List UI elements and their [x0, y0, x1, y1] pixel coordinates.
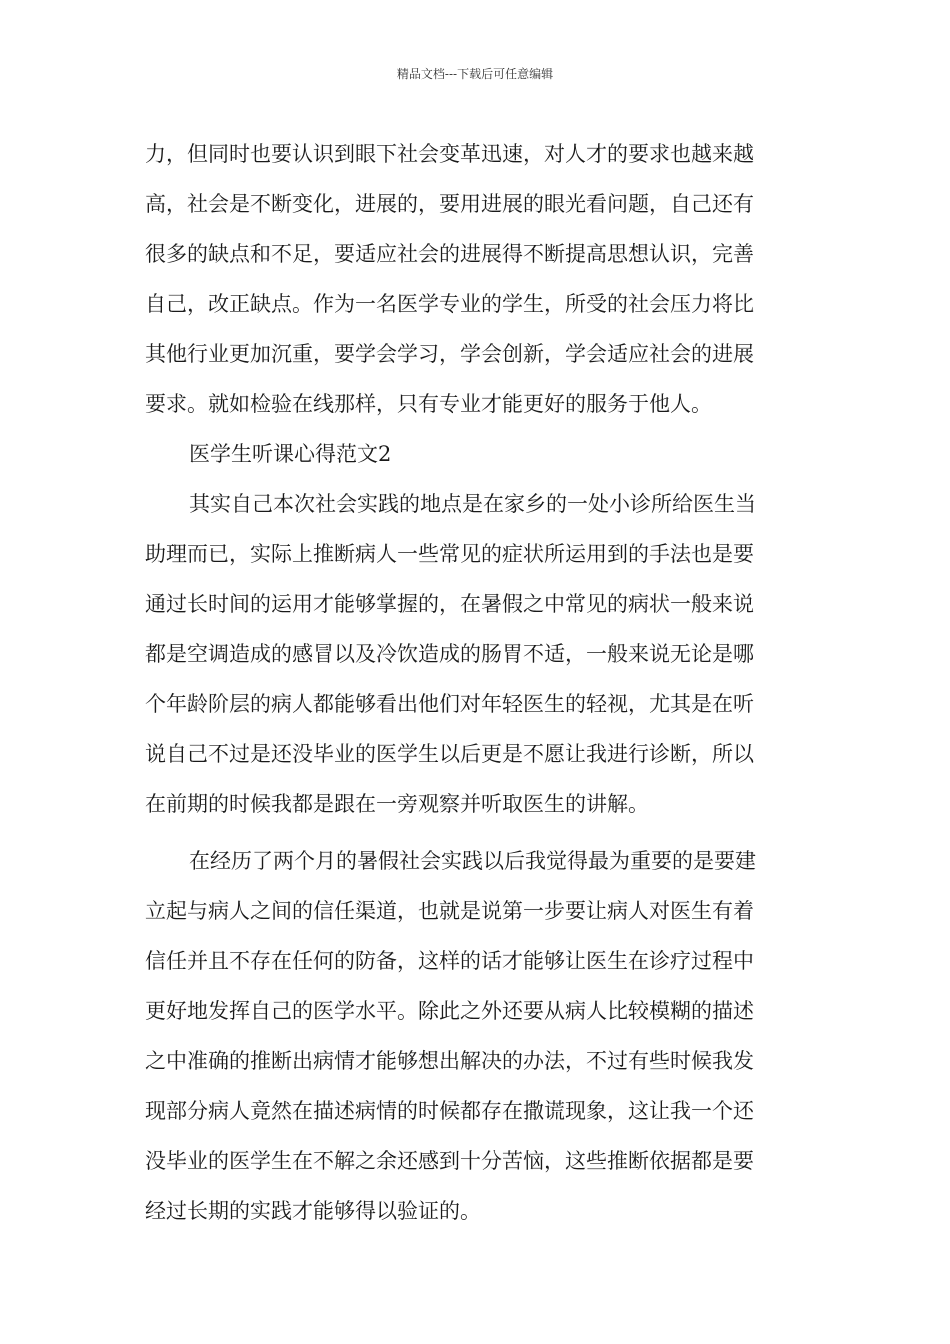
- text-line: 立起与病人之间的信任渠道，也就是说第一步要让病人对医生有着: [145, 899, 754, 923]
- paragraph-3: [145, 836, 807, 1236]
- section-heading-text: 医学生听课心得范文2: [189, 442, 392, 466]
- text-line: 自己，改正缺点。作为一名医学专业的学生，所受的社会压力将比: [145, 292, 754, 316]
- document-body: [145, 129, 807, 1236]
- text-line: 要求。就如检验在线那样，只有专业才能更好的服务于他人。: [145, 392, 712, 416]
- paragraph-2: [145, 479, 807, 829]
- text-line: 信任并且不存在任何的防备，这样的话才能够让医生在诊疗过程中: [145, 949, 754, 973]
- text-line: 都是空调造成的感冒以及冷饮造成的肠胃不适，一般来说无论是哪: [145, 642, 754, 666]
- paragraph-gap: [145, 829, 807, 836]
- text-line: 其他行业更加沉重，要学会学习，学会创新，学会适应社会的进展: [145, 342, 754, 366]
- page-header: 精品文档---下载后可任意编辑: [396, 67, 554, 81]
- section-heading: [145, 429, 807, 479]
- text-line: 个年龄阶层的病人都能够看出他们对年轻医生的轻视，尤其是在听: [145, 692, 754, 716]
- text-line: 更好地发挥自己的医学水平。除此之外还要从病人比较模糊的描述: [145, 999, 754, 1023]
- text-line: 在经历了两个月的暑假社会实践以后我觉得最为重要的是要建: [189, 849, 756, 873]
- text-line: 很多的缺点和不足，要适应社会的进展得不断提高思想认识，完善: [145, 242, 754, 266]
- text-line: 助理而已，实际上推断病人一些常见的症状所运用到的手法也是要: [145, 542, 754, 566]
- text-line: 力，但同时也要认识到眼下社会变革迅速，对人才的要求也越来越: [145, 142, 754, 166]
- text-line: 在前期的时候我都是跟在一旁观察并听取医生的讲解。: [145, 792, 649, 816]
- text-line: 之中准确的推断出病情才能够想出解决的办法，不过有些时候我发: [145, 1049, 754, 1073]
- paragraph-1: [145, 129, 807, 429]
- text-line: 没毕业的医学生在不解之余还感到十分苦恼，这些推断依据都是要: [145, 1149, 754, 1173]
- text-line: 高，社会是不断变化，进展的，要用进展的眼光看问题，自己还有: [145, 192, 754, 216]
- text-line: 经过长期的实践才能够得以验证的。: [145, 1199, 481, 1223]
- text-line: 说自己不过是还没毕业的医学生以后更是不愿让我进行诊断，所以: [145, 742, 754, 766]
- text-line: 通过长时间的运用才能够掌握的，在暑假之中常见的病状一般来说: [145, 592, 754, 616]
- text-line: 现部分病人竟然在描述病情的时候都存在撒谎现象，这让我一个还: [145, 1099, 754, 1123]
- text-line: 其实自己本次社会实践的地点是在家乡的一处小诊所给医生当: [189, 492, 756, 516]
